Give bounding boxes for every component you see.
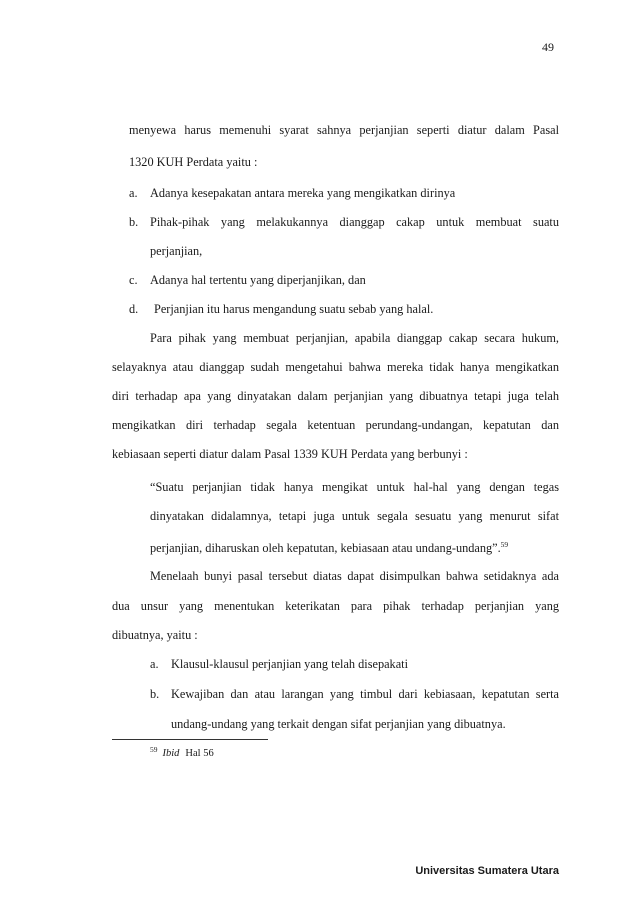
list-item-text: Klausul-klausul perjanjian yang telah disepakati bbox=[171, 657, 408, 671]
text-line: mengikatkan diri terhadap segala ketentuan perundang-undangan, kepatutan dan bbox=[112, 418, 559, 432]
list-marker: b. bbox=[129, 215, 139, 229]
list-item-text: Perjanjian itu harus mengandung suatu sebab yang halal. bbox=[154, 302, 434, 316]
list-item-text: undang-undang yang terkait dengan sifat perjanjian yang dibuatnya. bbox=[171, 717, 506, 731]
text-line: 1320 KUH Perdata yaitu : bbox=[129, 155, 258, 169]
footnote-ibid: Ibid bbox=[162, 748, 180, 759]
text-line: selayaknya atau dianggap sudah mengetahui bahwa mereka tidak hanya mengikatkan bbox=[112, 360, 559, 374]
footnote-number: 59 bbox=[150, 745, 158, 754]
text-line: Menelaah bunyi pasal tersebut diatas dapat disimpulkan bahwa setidaknya ada bbox=[150, 569, 559, 583]
page-number: 49 bbox=[542, 40, 554, 54]
list-item-text: perjanjian, bbox=[150, 244, 203, 258]
text-line: dibuatnya, yaitu : bbox=[112, 628, 198, 642]
footnote bbox=[150, 745, 214, 759]
quote-text: perjanjian, diharuskan oleh kepatutan, kebiasaan atau undang-undang”. bbox=[150, 541, 501, 555]
text-line: dua unsur yang menentukan keterikatan para pihak terhadap perjanjian yang bbox=[112, 599, 559, 613]
list-item-text: Kewajiban dan atau larangan yang timbul dari kebiasaan, kepatutan serta bbox=[171, 687, 559, 701]
quote-line: “Suatu perjanjian tidak hanya mengikat untuk hal-hal yang dengan tegas bbox=[150, 480, 559, 494]
footnote-divider bbox=[112, 739, 268, 740]
quote-line bbox=[150, 537, 508, 553]
list-item-text: Pihak-pihak yang melakukannya dianggap cakap untuk membuat suatu bbox=[150, 215, 559, 229]
text-line: kebiasaan seperti diatur dalam Pasal 1339 KUH Perdata yang berbunyi : bbox=[112, 447, 468, 461]
list-marker: b. bbox=[150, 687, 160, 701]
list-marker: d. bbox=[129, 302, 139, 316]
quote-line: dinyatakan didalamnya, tetapi juga untuk segala sesuatu yang menurut sifat bbox=[150, 509, 559, 523]
footnote-reference: 59 bbox=[500, 540, 509, 549]
footnote-text: Hal 56 bbox=[185, 748, 214, 759]
list-item-text: Adanya hal tertentu yang diperjanjikan, dan bbox=[150, 273, 366, 287]
list-marker: a. bbox=[150, 657, 159, 671]
text-line: diri terhadap apa yang dinyatakan dalam perjanjian yang dibuatnya tetapi juga telah bbox=[112, 389, 559, 403]
list-marker: c. bbox=[129, 273, 138, 287]
list-marker: a. bbox=[129, 186, 138, 200]
text-line: menyewa harus memenuhi syarat sahnya perjanjian seperti diatur dalam Pasal bbox=[129, 123, 559, 137]
text-line: Para pihak yang membuat perjanjian, apabila dianggap cakap secara hukum, bbox=[150, 331, 559, 345]
list-item-text: Adanya kesepakatan antara mereka yang mengikatkan dirinya bbox=[150, 186, 456, 200]
footer-university: Universitas Sumatera Utara bbox=[415, 865, 559, 877]
